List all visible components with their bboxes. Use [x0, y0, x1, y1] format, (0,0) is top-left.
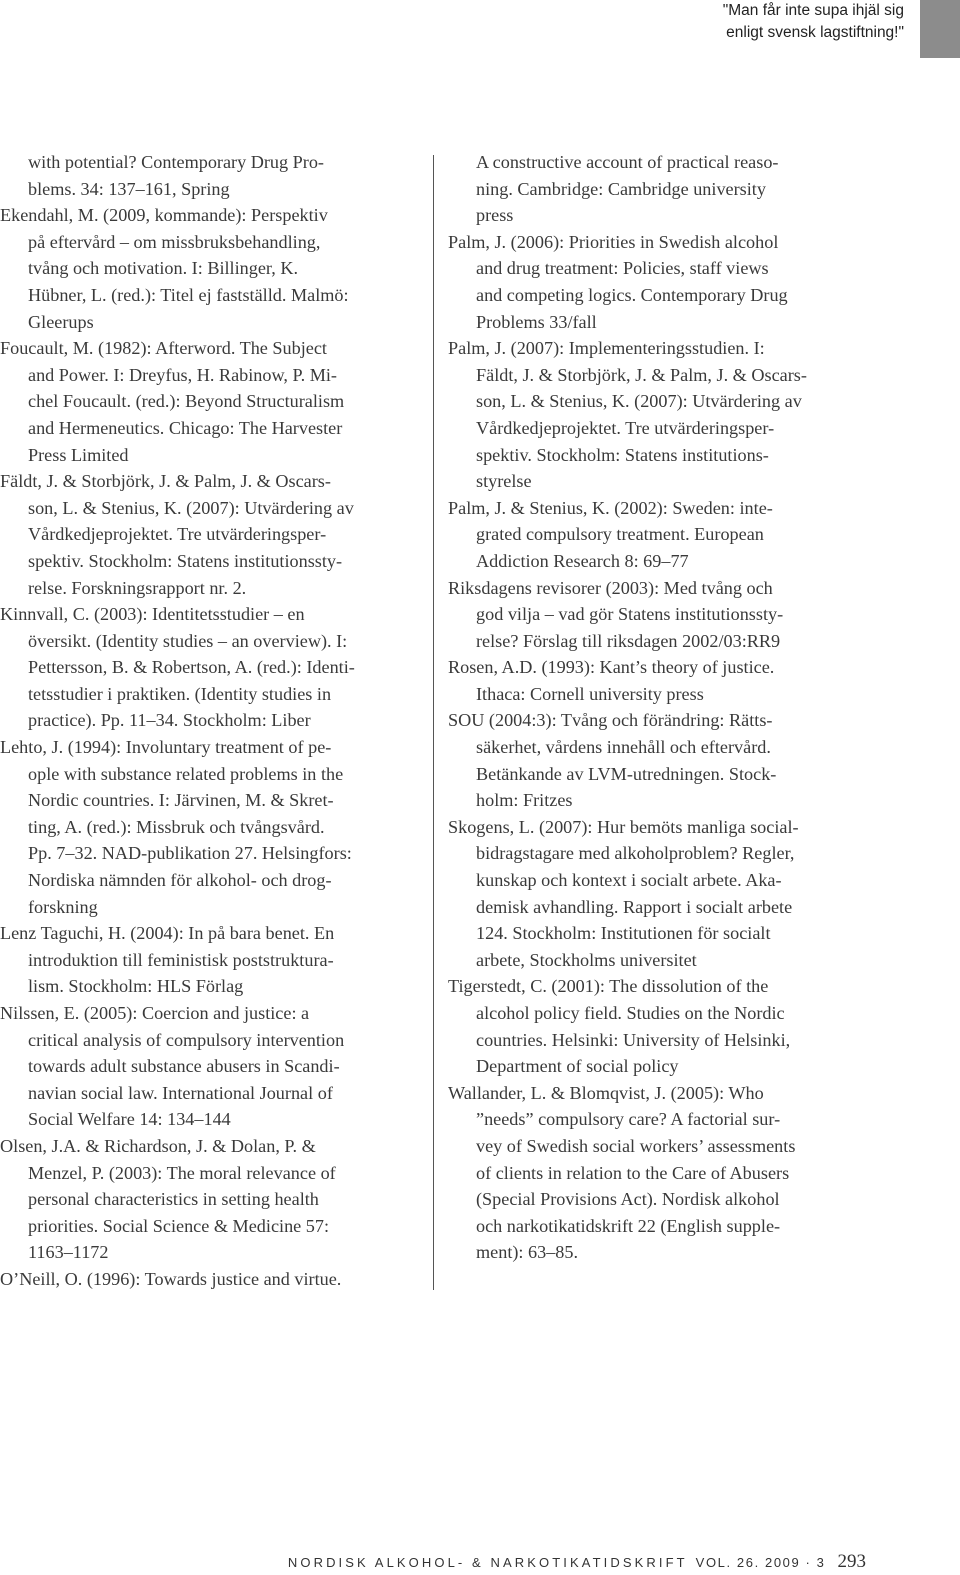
- reference-continuation-line: relse. Forskningsrapport nr. 2.: [28, 577, 247, 598]
- reference-continuation-line: Hübner, L. (red.): Titel ej fastställd. Malmö:: [28, 284, 349, 305]
- reference-continuation-line: 124. Stockholm: Institutionen för socialt: [476, 923, 771, 944]
- reference-continuation-line: grated compulsory treatment. European: [476, 524, 764, 545]
- reference-continuation-line: of clients in relation to the Care of Abusers: [476, 1162, 790, 1183]
- reference-continuation-line: towards adult substance abusers in Scandi-: [28, 1056, 340, 1077]
- reference-continuation-line: säkerhet, vårdens innehåll och eftervård.: [476, 737, 771, 758]
- reference-continuation-line: (Special Provisions Act). Nordisk alkohol: [476, 1189, 780, 1210]
- reference-continuation-line: with potential? Contemporary Drug Pro-: [28, 152, 324, 172]
- reference-continuation-line: Pp. 7–32. NAD-publikation 27. Helsingfors:: [28, 843, 352, 864]
- reference-entry-line: Palm, J. (2007): Implementeringsstudien. I:: [448, 338, 765, 359]
- reference-entry-line: Rosen, A.D. (1993): Kant’s theory of justice.: [448, 657, 775, 678]
- reference-continuation-line: ople with substance related problems in the: [28, 763, 344, 784]
- reference-continuation-line: critical analysis of compulsory intervention: [28, 1029, 345, 1050]
- header-quote-line: "Man får inte supa ihjäl sig: [722, 2, 904, 19]
- reference-entry-line: Lehto, J. (1994): Involuntary treatment of pe-: [0, 737, 332, 758]
- reference-entry-line: Tigerstedt, C. (2001): The dissolution of the: [448, 976, 769, 997]
- reference-continuation-line: tetsstudier i praktiken. (Identity studies in: [28, 683, 332, 704]
- reference-entry-line: Fäldt, J. & Storbjörk, J. & Palm, J. & Oscars-: [0, 471, 331, 492]
- reference-continuation-line: Problems 33/fall: [476, 311, 597, 332]
- reference-continuation-line: tvång och motivation. I: Billinger, K.: [28, 258, 299, 279]
- references-right-column: [448, 149, 868, 1266]
- reference-continuation-line: Vårdkedjeprojektet. Tre utvärderingsper-: [28, 524, 327, 545]
- reference-continuation-line: Ithaca: Cornell university press: [476, 683, 704, 704]
- reference-continuation-line: son, L. & Stenius, K. (2007): Utvärdering av: [28, 497, 354, 518]
- reference-continuation-line: Fäldt, J. & Storbjörk, J. & Palm, J. & Oscars-: [476, 364, 807, 385]
- reference-continuation-line: spektiv. Stockholm: Statens institutions-: [476, 444, 769, 465]
- running-header-quote: [692, 0, 904, 44]
- reference-continuation-line: Department of social policy: [476, 1056, 679, 1077]
- volume-info: VOL. 26. 2009 · 3: [695, 1555, 826, 1570]
- reference-continuation-line: and drug treatment: Policies, staff views: [476, 258, 769, 279]
- reference-entry-line: Kinnvall, C. (2003): Identitetsstudier – en: [0, 604, 305, 625]
- column-divider: [433, 155, 434, 1290]
- header-quote-line: enligt svensk lagstiftning!": [726, 24, 904, 41]
- reference-continuation-line: ning. Cambridge: Cambridge university: [476, 178, 766, 199]
- reference-continuation-line: spektiv. Stockholm: Statens institutionssty-: [28, 550, 343, 571]
- reference-continuation-line: blems. 34: 137–161, Spring: [28, 178, 230, 199]
- reference-continuation-line: chel Foucault. (red.): Beyond Structuralism: [28, 391, 345, 412]
- reference-continuation-line: practice). Pp. 11–34. Stockholm: Liber: [28, 710, 311, 731]
- reference-continuation-line: bidragstagare med alkoholproblem? Regler,: [476, 843, 795, 864]
- reference-continuation-line: Gleerups: [28, 311, 94, 332]
- reference-continuation-line: Betänkande av LVM-utredningen. Stock-: [476, 763, 777, 784]
- reference-continuation-line: styrelse: [476, 471, 532, 492]
- reference-entry-line: Skogens, L. (2007): Hur bemöts manliga social-: [448, 816, 799, 837]
- reference-continuation-line: and Power. I: Dreyfus, H. Rabinow, P. Mi-: [28, 364, 337, 385]
- reference-entry-line: Riksdagens revisorer (2003): Med tvång och: [448, 577, 773, 598]
- reference-entry-line: O’Neill, O. (1996): Towards justice and virtue.: [0, 1268, 342, 1289]
- reference-entry-line: Palm, J. & Stenius, K. (2002): Sweden: inte-: [448, 497, 773, 518]
- references-left-column: [0, 149, 425, 1293]
- reference-continuation-line: Vårdkedjeprojektet. Tre utvärderingsper-: [476, 417, 775, 438]
- reference-continuation-line: demisk avhandling. Rapport i socialt arbete: [476, 896, 793, 917]
- reference-continuation-line: arbete, Stockholms universitet: [476, 949, 697, 970]
- reference-continuation-line: relse? Förslag till riksdagen 2002/03:RR9: [476, 630, 781, 651]
- reference-continuation-line: A constructive account of practical reaso-: [476, 152, 779, 172]
- reference-continuation-line: alcohol policy field. Studies on the Nordic: [476, 1003, 785, 1023]
- reference-continuation-line: and Hermeneutics. Chicago: The Harvester: [28, 417, 343, 438]
- reference-continuation-line: forskning: [28, 896, 98, 917]
- reference-continuation-line: and competing logics. Contemporary Drug: [476, 284, 788, 305]
- reference-continuation-line: priorities. Social Science & Medicine 57:: [28, 1215, 330, 1236]
- reference-continuation-line: press: [476, 205, 514, 226]
- page-number: 293: [837, 1551, 866, 1572]
- page-footer: [0, 1551, 866, 1573]
- reference-continuation-line: översikt. (Identity studies – an overview). I:: [28, 630, 348, 651]
- section-tab-marker: [920, 0, 960, 58]
- reference-entry-line: Foucault, M. (1982): Afterword. The Subject: [0, 338, 327, 359]
- reference-continuation-line: Menzel, P. (2003): The moral relevance of: [28, 1162, 336, 1183]
- reference-entry-line: SOU (2004:3): Tvång och förändring: Rätts-: [448, 710, 773, 731]
- reference-continuation-line: Social Welfare 14: 134–144: [28, 1109, 231, 1130]
- reference-continuation-line: son, L. & Stenius, K. (2007): Utvärdering av: [476, 391, 802, 412]
- reference-continuation-line: Nordic countries. I: Järvinen, M. & Skret-: [28, 790, 334, 811]
- journal-name: NORDISK ALKOHOL- & NARKOTIKATIDSKRIFT: [287, 1555, 688, 1570]
- reference-entry-line: Olsen, J.A. & Richardson, J. & Dolan, P. &: [0, 1135, 316, 1156]
- reference-continuation-line: Pettersson, B. & Robertson, A. (red.): Identi-: [28, 657, 355, 678]
- reference-continuation-line: kunskap och kontext i socialt arbete. Aka-: [476, 870, 782, 891]
- reference-entry-line: Wallander, L. & Blomqvist, J. (2005): Who: [448, 1082, 764, 1103]
- reference-continuation-line: countries. Helsinki: University of Helsinki,: [476, 1029, 791, 1050]
- reference-continuation-line: navian social law. International Journal of: [28, 1082, 333, 1103]
- reference-continuation-line: 1163–1172: [28, 1242, 109, 1263]
- reference-continuation-line: personal characteristics in setting health: [28, 1189, 319, 1210]
- reference-continuation-line: god vilja – vad gör Statens institutionssty-: [476, 604, 784, 625]
- reference-continuation-line: ting, A. (red.): Missbruk och tvångsvård.: [28, 816, 325, 837]
- reference-continuation-line: lism. Stockholm: HLS Förlag: [28, 976, 244, 997]
- reference-continuation-line: introduktion till feministisk poststruktura-: [28, 949, 334, 970]
- reference-continuation-line: Nordiska nämnden för alkohol- och drog-: [28, 870, 332, 891]
- reference-continuation-line: holm: Fritzes: [476, 790, 573, 811]
- reference-continuation-line: ment): 63–85.: [476, 1242, 579, 1263]
- reference-entry-line: Palm, J. (2006): Priorities in Swedish alcohol: [448, 231, 779, 252]
- reference-continuation-line: Addiction Research 8: 69–77: [476, 550, 689, 571]
- reference-continuation-line: ”needs” compulsory care? A factorial sur-: [476, 1109, 781, 1130]
- reference-continuation-line: och narkotikatidskrift 22 (English supple-: [476, 1215, 781, 1236]
- reference-entry-line: Lenz Taguchi, H. (2004): In på bara benet. En: [0, 923, 335, 944]
- reference-continuation-line: Press Limited: [28, 444, 129, 465]
- reference-entry-line: Nilssen, E. (2005): Coercion and justice: a: [0, 1003, 310, 1023]
- reference-continuation-line: på eftervård – om missbruksbehandling,: [28, 231, 321, 252]
- reference-continuation-line: vey of Swedish social workers’ assessments: [476, 1135, 796, 1156]
- reference-entry-line: Ekendahl, M. (2009, kommande): Perspektiv: [0, 205, 328, 226]
